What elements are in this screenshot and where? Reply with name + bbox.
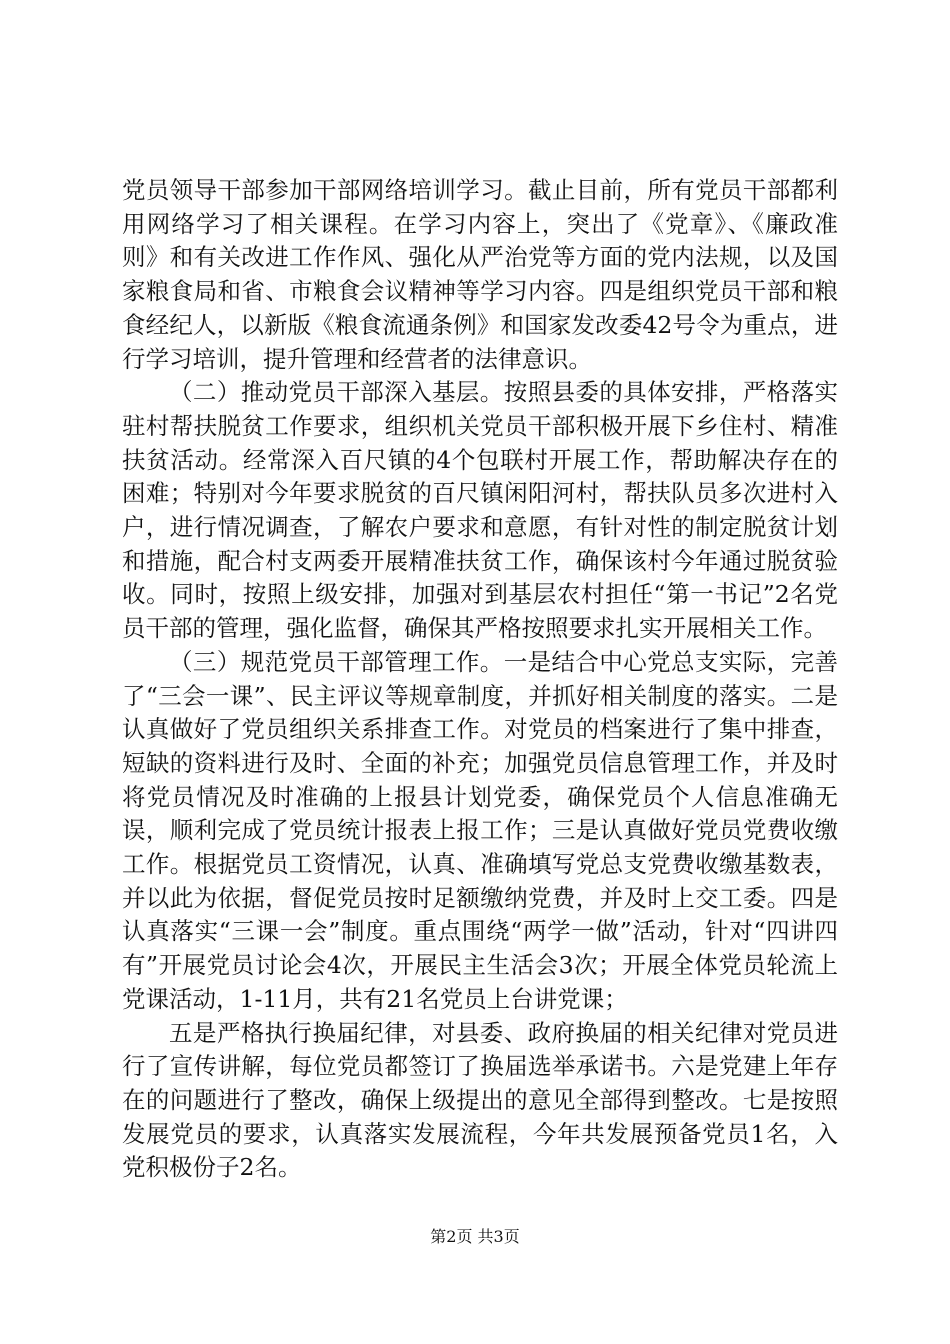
paragraph-section-2: （二）推动党员干部深入基层。按照县委的具体安排，严格落实驻村帮扶脱贫工作要求，组织机关党员干部积极开展下乡住村、精准扶贫活动。经常深入百尺镇的4个包联村开展工作，帮助解决存在的困难；特别对今年要求脱贫的百尺镇闲阳河村，帮扶队员多次进村入户，进行情况调查，了解农户要求和意愿，有针对性的制定脱贫计划和措施，配合村支两委开展精准扶贫工作，确保该村今年通过脱贫验收。同时，按照上级安排，加强对到基层农村担任“第一书记”2名党员干部的管理，强化监督，确保其严格按照要求扎实开展相关工作。 (122, 378, 838, 643)
page-footer: 第2页 共3页 (430, 1227, 520, 1246)
paragraph-section-3: （三）规范党员干部管理工作。一是结合中心党总支实际，完善了“三会一课”、民主评议等规章制度，并抓好相关制度的落实。二是认真做好了党员组织关系排查工作。对党员的档案进行了集中排查，短缺的资料进行及时、全面的补充；加强党员信息管理工作，并及时将党员情况及时准确的上报县计划党委，确保党员个人信息准确无误，顺利完成了党员统计报表上报工作；三是认真做好党员党费收缴工作。根据党员工资情况，认真、准确填写党总支党费收缴基数表，并以此为依据，督促党员按时足额缴纳党费，并及时上交工委。四是认真落实“三课一会”制度。重点围绕“两学一做”活动，针对“四讲四有”开展党员讨论会4次，开展民主生活会3次；开展全体党员轮流上党课活动，1-11月，共有21名党员上台讲党课； (122, 647, 838, 1013)
document-body (122, 174, 838, 1185)
paragraph-item-5: 五是严格执行换届纪律，对县委、政府换届的相关纪律对党员进行了宣传讲解，每位党员都签订了换届选举承诺书。六是党建上年存在的问题进行了整改，确保上级提出的意见全部得到整改。七是按照发展党员的要求，认真落实发展流程，今年共发展预备党员1名，入党积极份子2名。 (122, 1018, 838, 1182)
paragraph-continuation: 党员领导干部参加干部网络培训学习。截止目前，所有党员干部都利用网络学习了相关课程。在学习内容上，突出了《党章》、《廉政准则》和有关改进工作作风、强化从严治党等方面的党内法规，以及国家粮食局和省、市粮食会议精神等学习内容。四是组织党员干部和粮食经纪人，以新版《粮食流通条例》和国家发改委42号令为重点，进行学习培训，提升管理和经营者的法律意识。 (122, 176, 838, 373)
